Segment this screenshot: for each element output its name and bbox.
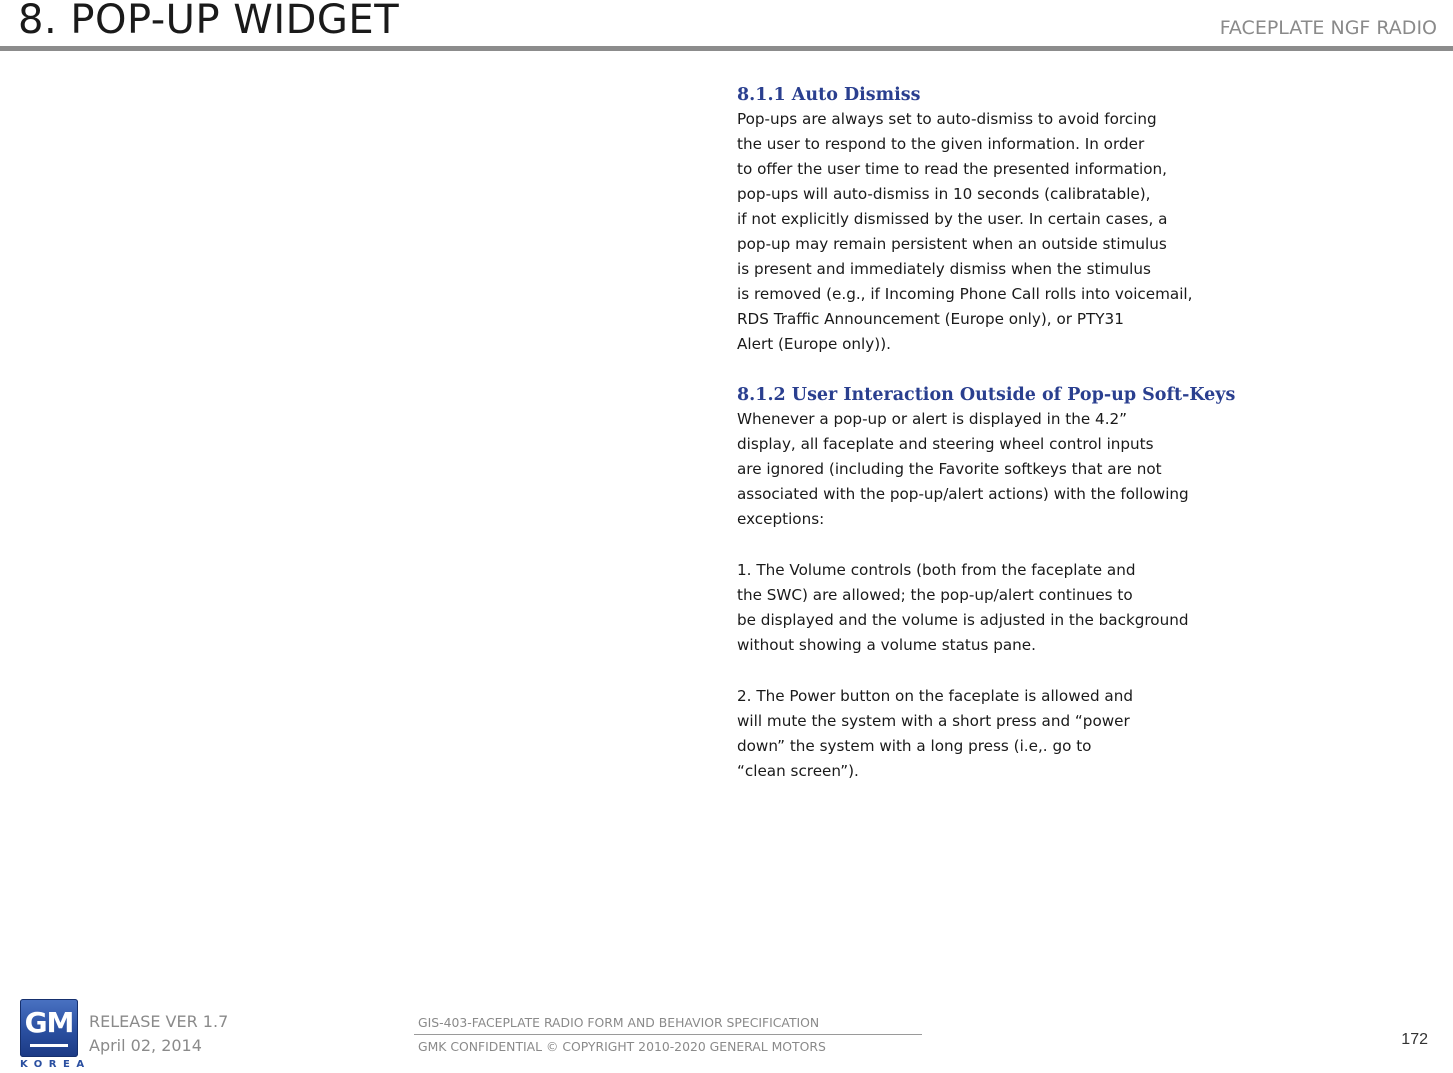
paragraph-line: 1. The Volume controls (both from the faceplate and (737, 561, 1136, 579)
paragraph-line: down” the system with a long press (i.e,. go to (737, 737, 1092, 755)
paragraph-line: will mute the system with a short press and “power (737, 712, 1130, 730)
copyright-notice: GMK CONFIDENTIAL © COPYRIGHT 2010-2020 GENERAL MOTORS (418, 1039, 826, 1054)
paragraph-line: without showing a volume status pane. (737, 636, 1036, 654)
paragraph-line: RDS Traffic Announcement (Europe only), or PTY31 (737, 310, 1124, 328)
paragraph-line: “clean screen”). (737, 762, 859, 780)
section-heading: 8.1.2 User Interaction Outside of Pop-up Soft-Keys (737, 385, 1236, 405)
paragraph-line: Whenever a pop-up or alert is displayed in the 4.2” (737, 410, 1128, 428)
header-divider (0, 46, 1453, 51)
paragraph-line: are ignored (including the Favorite softkeys that are not (737, 460, 1162, 478)
paragraph-line: the user to respond to the given information. In order (737, 135, 1145, 153)
exception-item (737, 558, 1377, 658)
paragraph-line: pop-up may remain persistent when an outside stimulus (737, 235, 1167, 253)
paragraph-spacer (737, 658, 1377, 683)
gm-korea-logo (20, 999, 91, 1073)
paragraph-line: the SWC) are allowed; the pop-up/alert continues to (737, 586, 1133, 604)
paragraph-line: be displayed and the volume is adjusted in the background (737, 611, 1189, 629)
paragraph-line: exceptions: (737, 510, 825, 528)
release-date: April 02, 2014 (89, 1036, 202, 1055)
paragraph-line: 2. The Power button on the faceplate is allowed and (737, 687, 1134, 705)
paragraph-line: Pop-ups are always set to auto-dismiss to avoid forcing (737, 110, 1157, 128)
paragraph-line: to offer the user time to read the presented information, (737, 160, 1167, 178)
paragraph-line: is removed (e.g., if Incoming Phone Call rolls into voicemail, (737, 285, 1193, 303)
paragraph-spacer (737, 532, 1377, 557)
section-heading: 8.1.1 Auto Dismiss (737, 85, 921, 105)
page-title: 8. POP-UP WIDGET (18, 0, 400, 43)
section-auto-dismiss (737, 84, 1377, 357)
paragraph-line: display, all faceplate and steering wheel control inputs (737, 435, 1154, 453)
paragraph-line: pop-ups will auto-dismiss in 10 seconds (calibratable), (737, 185, 1151, 203)
footer-divider (414, 1034, 922, 1035)
paragraph-line: is present and immediately dismiss when the stimulus (737, 260, 1151, 278)
content-column (737, 84, 1377, 784)
page-number: 172 (1401, 1031, 1428, 1048)
logo-underline (30, 1044, 68, 1047)
section-spacer (737, 357, 1377, 384)
paragraph-line: Alert (Europe only)). (737, 335, 891, 353)
logo-subtext: KOREA (20, 1059, 91, 1070)
logo-text: GM (24, 1006, 74, 1039)
paragraph (737, 107, 1377, 357)
paragraph-line: if not explicitly dismissed by the user. In certain cases, a (737, 210, 1168, 228)
release-version: RELEASE VER 1.7 (89, 1012, 229, 1031)
exception-item (737, 684, 1377, 784)
spec-title: GIS-403-FACEPLATE RADIO FORM AND BEHAVIOR SPECIFICATION (418, 1015, 820, 1030)
paragraph-line: associated with the pop-up/alert actions) with the following (737, 485, 1189, 503)
document-label: FACEPLATE NGF RADIO (1219, 17, 1437, 39)
paragraph (737, 407, 1377, 532)
section-user-interaction (737, 384, 1377, 784)
gm-logo-icon (20, 999, 78, 1057)
